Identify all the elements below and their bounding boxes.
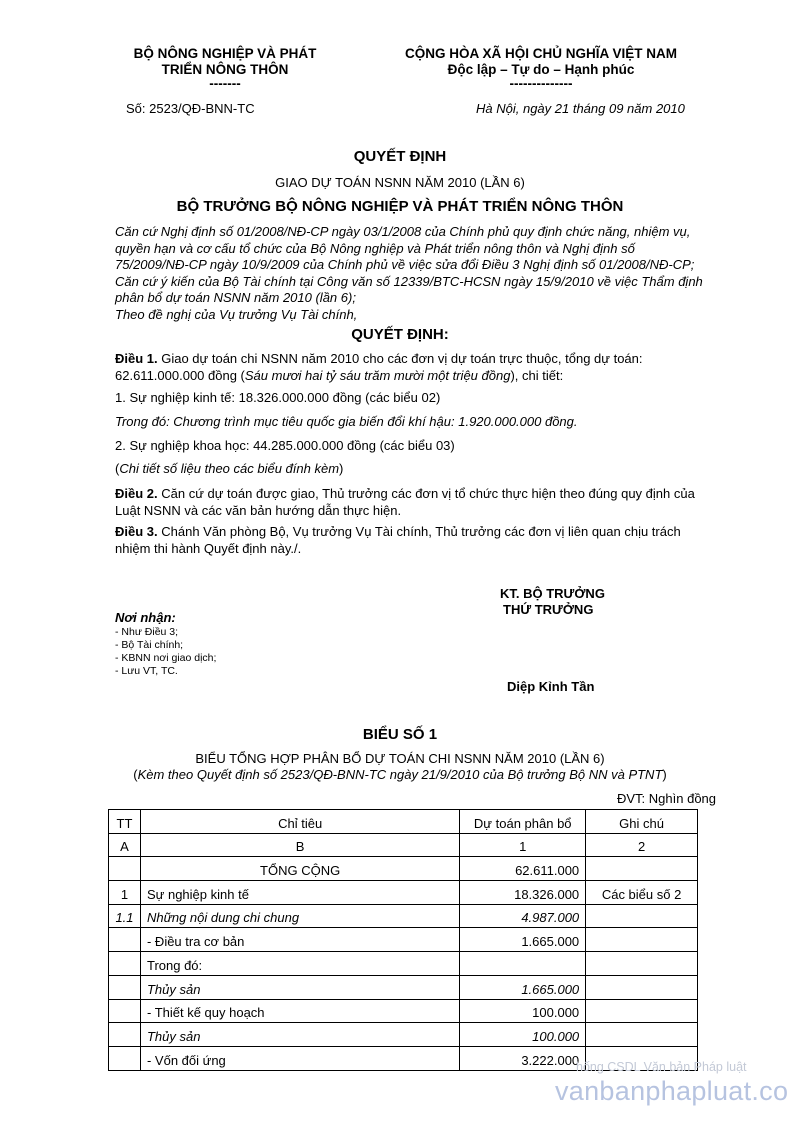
article-2 xyxy=(115,486,745,519)
article-1-amount-tail: ), chi tiết: xyxy=(510,367,564,383)
row-name: - Điều tra cơ bản xyxy=(140,928,459,952)
row-name: TỔNG CỘNG xyxy=(140,857,459,881)
table-header-row xyxy=(109,810,698,834)
code-cell: 1 xyxy=(460,833,586,857)
article-1-text: Giao dự toán chi NSNN năm 2010 cho các đơn vị dự toán trực thuộc, tổng dự toán: xyxy=(157,351,643,366)
annex-reference-close: ) xyxy=(662,767,667,782)
preamble-line: phân bổ dự toán NSNN năm 2010 (lần 6); xyxy=(115,290,356,305)
row-note xyxy=(586,928,698,952)
place-and-date: Hà Nội, ngày 21 tháng 09 năm 2010 xyxy=(476,101,685,116)
annex-subtitle: BIỂU TỔNG HỢP PHÂN BỔ DỰ TOÁN CHI NSNN NĂM 2010 (LẦN 6) xyxy=(195,751,605,766)
item-1: 1. Sự nghiệp kinh tế: 18.326.000.000 đồng (các biểu 02) xyxy=(115,390,441,405)
row-note xyxy=(586,999,698,1023)
row-amount: 4.987.000 xyxy=(460,904,586,928)
row-amount: 100.000 xyxy=(460,999,586,1023)
row-name: Trong đó: xyxy=(140,952,459,976)
col-header-note: Ghi chú xyxy=(586,810,698,834)
watermark-line-2: vanbanphapluat.co xyxy=(555,1076,789,1106)
row-name: - Vốn đối ứng xyxy=(140,1046,459,1070)
row-tt xyxy=(109,928,141,952)
recipients-heading: Nơi nhận: xyxy=(115,610,176,625)
row-tt: 1.1 xyxy=(109,904,141,928)
article-2-text: Căn cứ dự toán được giao, Thủ trưởng các đơn vị tổ chức thực hiện theo đúng quy định của xyxy=(157,486,695,501)
agency-header xyxy=(100,46,350,90)
row-amount: 1.665.000 xyxy=(460,975,586,999)
detail-note-text: Chi tiết số liệu theo các biểu đính kèm xyxy=(119,461,340,476)
article-1 xyxy=(115,351,745,384)
allocation-table xyxy=(108,809,698,1071)
code-cell: 2 xyxy=(586,833,698,857)
row-tt xyxy=(109,999,141,1023)
agency-divider: ------- xyxy=(209,76,241,91)
signer-name: Diệp Kỉnh Tần xyxy=(507,679,595,694)
document-subtitle: GIAO DỰ TOÁN NSNN NĂM 2010 (LẦN 6) xyxy=(275,175,525,190)
nation-line-2: Độc lập – Tự do – Hạnh phúc xyxy=(447,62,635,77)
annex-title: BIỂU SỐ 1 xyxy=(362,726,438,743)
row-note xyxy=(586,975,698,999)
unit-label: ĐVT: Nghìn đồng xyxy=(617,791,717,806)
row-note xyxy=(586,857,698,881)
row-amount: 100.000 xyxy=(460,1023,586,1047)
recipient-item: - Bộ Tài chính; xyxy=(115,639,184,651)
row-note xyxy=(586,904,698,928)
nation-line-1: CỘNG HÒA XÃ HỘI CHỦ NGHĨA VIỆT NAM xyxy=(404,46,677,61)
article-3-label: Điều 3. xyxy=(115,524,158,539)
col-header-amount: Dự toán phân bổ xyxy=(460,810,586,834)
col-header-tt: TT xyxy=(109,810,141,834)
table-row xyxy=(109,1023,698,1047)
annex-reference-text: Kèm theo Quyết định số 2523/QĐ-BNN-TC ngày 21/9/2010 của Bộ trưởng Bộ NN và PTNT xyxy=(137,767,663,782)
item-2: 2. Sự nghiệp khoa học: 44.285.000.000 đồng (các biểu 03) xyxy=(115,438,455,453)
article-1-amount: 62.611.000.000 đồng ( xyxy=(115,367,245,383)
item-1-note: Trong đó: Chương trình mục tiêu quốc gia biến đổi khí hậu: 1.920.000.000 đồng. xyxy=(115,414,578,429)
table-row xyxy=(109,999,698,1023)
article-3-text: Chánh Văn phòng Bộ, Vụ trưởng Vụ Tài chính, Thủ trưởng các đơn vị liên quan chịu trách xyxy=(157,524,681,539)
preamble-line: quyền hạn và cơ cấu tổ chức của Bộ Nông nghiệp và Phát triển nông thôn và Nghị định số xyxy=(115,240,635,256)
col-header-indicator: Chỉ tiêu xyxy=(140,810,459,834)
row-amount: 62.611.000 xyxy=(460,857,586,881)
row-tt xyxy=(109,1046,141,1070)
watermark-line-1: hống CSDL Văn bản Pháp luật xyxy=(576,1060,747,1074)
issuing-authority: BỘ TRƯỞNG BỘ NÔNG NGHIỆP VÀ PHÁT TRIỂN NÔNG THÔN xyxy=(176,198,624,215)
agency-line-2: TRIỂN NÔNG THÔN xyxy=(161,62,289,77)
table-row xyxy=(109,857,698,881)
row-tt xyxy=(109,952,141,976)
signature-title-1: KT. BỘ TRƯỞNG xyxy=(500,586,605,601)
row-name: Những nội dung chi chung xyxy=(140,904,459,928)
recipient-item: - Lưu VT, TC. xyxy=(115,665,178,677)
annex-reference-open: ( xyxy=(133,767,138,782)
document-title: QUYẾT ĐỊNH xyxy=(353,148,447,165)
table-code-row xyxy=(109,833,698,857)
table-row xyxy=(109,975,698,999)
document-number: Số: 2523/QĐ-BNN-TC xyxy=(126,101,255,116)
row-name: Sự nghiệp kinh tế xyxy=(140,881,459,905)
nation-divider: -------------- xyxy=(509,76,573,91)
article-2-text-cont: Luật NSNN và các văn bản hướng dẫn thực hiện. xyxy=(115,502,402,518)
article-1-label: Điều 1. xyxy=(115,351,158,366)
table-row xyxy=(109,952,698,976)
row-tt xyxy=(109,857,141,881)
detail-note-close: ) xyxy=(339,461,344,476)
article-3 xyxy=(115,524,745,557)
recipient-item: - Như Điều 3; xyxy=(115,626,179,638)
row-tt: 1 xyxy=(109,881,141,905)
row-amount: 18.326.000 xyxy=(460,881,586,905)
row-tt xyxy=(109,1023,141,1047)
detail-note xyxy=(115,461,343,478)
row-note xyxy=(586,1023,698,1047)
article-3-text-cont: nhiệm thi hành Quyết định này./. xyxy=(115,540,302,556)
article-2-label: Điều 2. xyxy=(115,486,158,501)
code-cell: A xyxy=(109,833,141,857)
code-cell: B xyxy=(140,833,459,857)
row-tt xyxy=(109,975,141,999)
preamble-line: 75/2009/NĐ-CP ngày 10/9/2009 của Chính phủ về việc sửa đổi Điều 3 Nghị định số 01/2008/NĐ-CP; xyxy=(115,257,695,272)
row-name: - Thiết kế quy hoạch xyxy=(140,999,459,1023)
agency-line-1: BỘ NÔNG NGHIỆP VÀ PHÁT xyxy=(133,46,317,61)
article-1-amount-words: Sáu mươi hai tỷ sáu trăm mười một triệu đồng xyxy=(244,367,511,383)
row-name: Thủy sản xyxy=(140,1023,459,1047)
row-name: Thủy sản xyxy=(140,975,459,999)
preamble-line: Căn cứ Nghị định số 01/2008/NĐ-CP ngày 03/1/2008 của Chính phủ quy định chức năng, nhiệm vụ, xyxy=(115,224,691,239)
decide-heading: QUYẾT ĐỊNH: xyxy=(351,326,449,343)
table-row xyxy=(109,928,698,952)
recipients-list xyxy=(115,626,216,678)
row-amount xyxy=(460,952,586,976)
preamble-line: Theo đề nghị của Vụ trưởng Vụ Tài chính, xyxy=(115,306,358,322)
recipient-item: - KBNN nơi giao dịch; xyxy=(115,652,217,664)
signature-title-2: THỨ TRƯỞNG xyxy=(503,602,594,617)
nation-header xyxy=(352,46,730,90)
preamble-line: Căn cứ ý kiến của Bộ Tài chính tại Công văn số 12339/BTC-HCSN ngày 15/9/2010 về việc Thẩm định xyxy=(115,273,703,289)
annex-reference xyxy=(0,767,800,784)
row-amount: 1.665.000 xyxy=(460,928,586,952)
detail-note-open: ( xyxy=(115,461,120,476)
table-row xyxy=(109,904,698,928)
row-note xyxy=(586,952,698,976)
table-row xyxy=(109,881,698,905)
row-amount: 3.222.000 xyxy=(460,1046,586,1070)
preamble xyxy=(115,224,735,323)
row-note: Các biểu số 2 xyxy=(586,881,698,905)
